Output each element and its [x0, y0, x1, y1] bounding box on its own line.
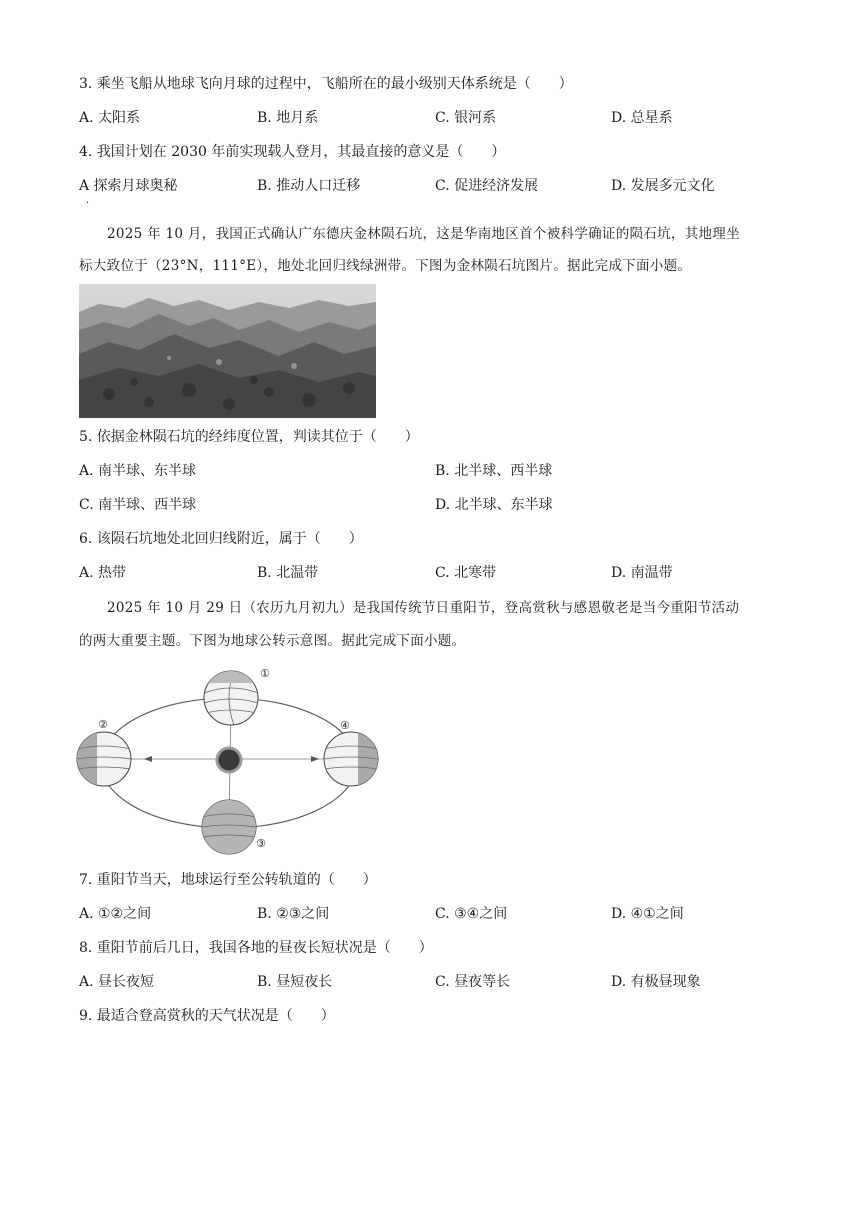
q5-option-b: B. 北半球、西半球: [435, 463, 553, 479]
q3-stem: 3. 乘坐飞船从地球飞向月球的过程中，飞船所在的最小级别天体系统是（ ）: [79, 76, 573, 92]
q5-option-a: A. 南半球、东半球: [79, 463, 197, 479]
q3-option-b: B. 地月系: [257, 110, 319, 126]
q6-option-a: A. 热带: [79, 565, 127, 581]
svg-text:④: ④: [340, 719, 350, 732]
passage1-line2: 标大致位于（23°N，111°E），地处北回归线绿洲带。下图为金林陨石坑图片。据此完成下面小题。: [79, 258, 692, 274]
q6-stem: 6. 该陨石坑地处北回归线附近，属于（ ）: [79, 531, 363, 547]
svg-text:②: ②: [98, 718, 108, 731]
q4-option-d: D. 发展多元文化: [611, 178, 715, 194]
sun-icon: [217, 748, 241, 772]
q5-option-c: C. 南半球、西半球: [79, 497, 197, 513]
stray-dot: ·: [86, 198, 90, 209]
q6-option-c: C. 北寒带: [435, 565, 497, 581]
earth-position-3: [202, 800, 266, 854]
q8-stem: 8. 重阳节前后几日，我国各地的昼夜长短状况是（ ）: [79, 940, 433, 956]
passage2-line1: 2025 年 10 月 29 日（农历九月初九）是我国传统节日重阳节，登高赏秋与感恩敬老是当今重阳节活动: [107, 600, 740, 616]
q4-stem: 4. 我国计划在 2030 年前实现载人登月，其最直接的意义是（ ）: [79, 144, 506, 160]
q6-option-b: B. 北温带: [257, 565, 319, 581]
earth-position-4: [324, 719, 378, 786]
q5-option-d: D. 北半球、东半球: [435, 497, 553, 513]
earth-orbit-diagram: [74, 663, 394, 863]
q3-option-d: D. 总星系: [611, 110, 673, 126]
passage2-line2: 的两大重要主题。下图为地球公转示意图。据此完成下面小题。: [79, 633, 466, 649]
passage1-line1: 2025 年 10 月，我国正式确认广东德庆金林陨石坑，这是华南地区首个被科学确证的陨石坑，其地理坐: [107, 226, 740, 242]
q8-option-c: C. 昼夜等长: [435, 974, 511, 990]
svg-text:③: ③: [256, 837, 266, 850]
q6-option-d: D. 南温带: [611, 565, 673, 581]
q7-option-a: A. ①②之间: [79, 906, 152, 922]
q7-option-d: D. ④①之间: [611, 906, 684, 922]
q8-option-d: D. 有极昼现象: [611, 974, 701, 990]
q7-option-c: C. ③④之间: [435, 906, 508, 922]
q9-stem: 9. 最适合登高赏秋的天气状况是（ ）: [79, 1008, 335, 1024]
crater-photo: [79, 284, 376, 418]
q8-option-b: B. 昼短夜长: [257, 974, 333, 990]
q5-stem: 5. 依据金林陨石坑的经纬度位置，判读其位于（ ）: [79, 429, 419, 445]
q4-option-b: B. 推动人口迁移: [257, 178, 361, 194]
q4-option-c: C. 促进经济发展: [435, 178, 539, 194]
svg-text:①: ①: [260, 667, 270, 680]
q4-option-a: A 探索月球奥秘: [79, 178, 178, 194]
earth-position-2: [77, 718, 131, 786]
q3-option-a: A. 太阳系: [79, 110, 141, 126]
q8-option-a: A. 昼长夜短: [79, 974, 155, 990]
q3-option-c: C. 银河系: [435, 110, 497, 126]
q7-stem: 7. 重阳节当天，地球运行至公转轨道的（ ）: [79, 872, 377, 888]
earth-position-1: [204, 667, 270, 725]
q7-option-b: B. ②③之间: [257, 906, 330, 922]
